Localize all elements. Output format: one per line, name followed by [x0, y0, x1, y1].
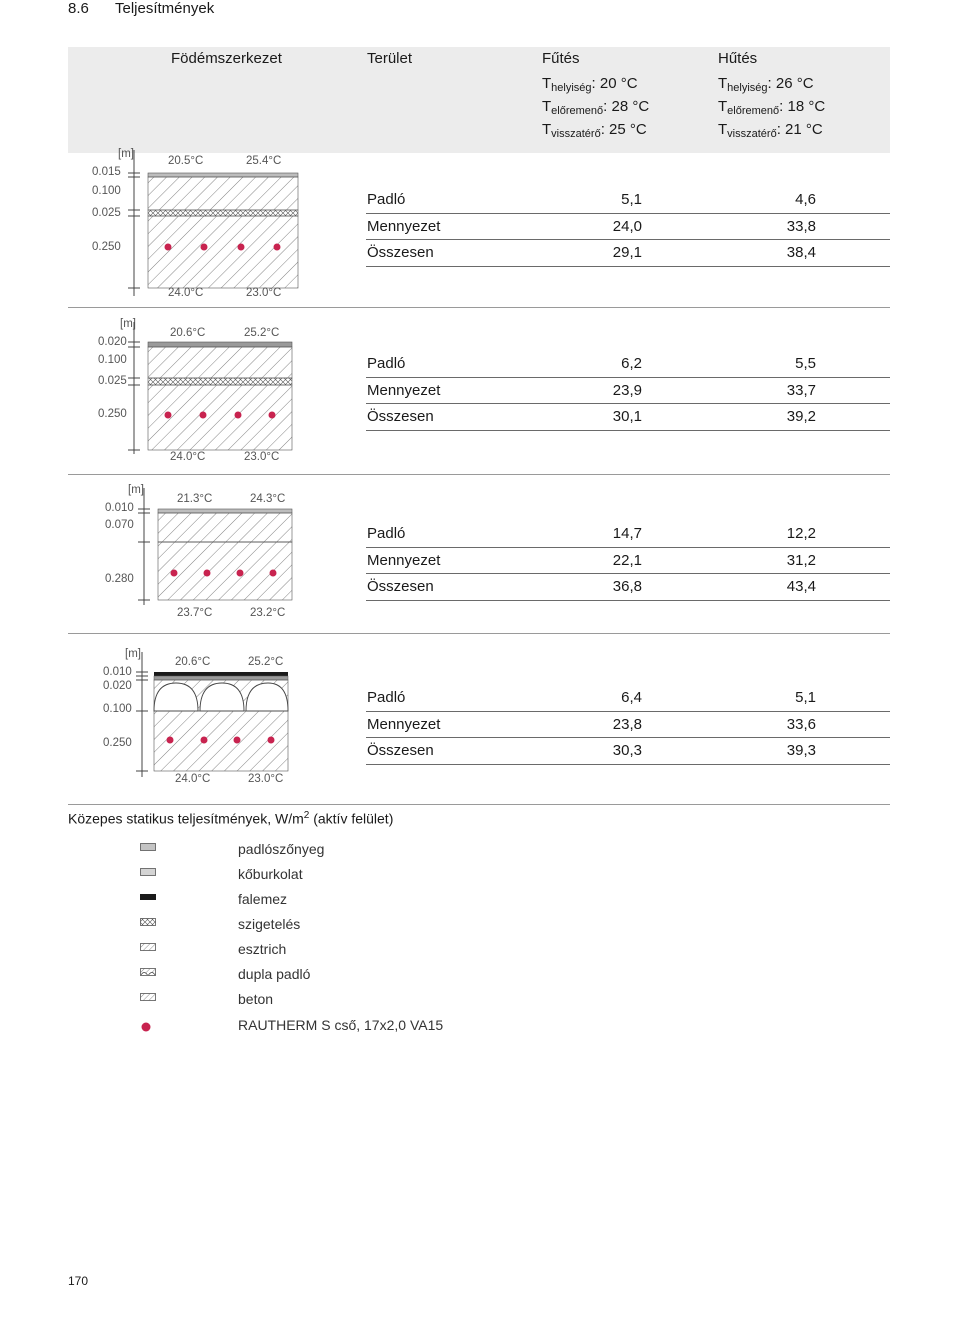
- dimension-label: 0.020: [103, 680, 132, 692]
- pipe-dot: [165, 412, 172, 419]
- stone-tile-swatch-icon: [140, 867, 156, 877]
- table-row: Mennyezet 23,9 33,7: [366, 378, 890, 405]
- carpet-swatch-icon: [140, 842, 156, 852]
- pipe-dot: [234, 737, 241, 744]
- dimension-label: 0.100: [98, 354, 127, 366]
- table-row: Összesen 30,1 39,2: [366, 404, 890, 431]
- surface-temp-heating: 20.5°C: [168, 155, 204, 167]
- dimension-label: 0.070: [105, 519, 134, 531]
- surface-temp-cooling: 25.2°C: [244, 327, 280, 339]
- heating-return-temp: $T_{visszatérő}$: 25 °C: [542, 121, 647, 140]
- dimension-label: 0.025: [92, 207, 121, 219]
- double-floor-swatch-icon: [140, 967, 156, 977]
- results-table-3: [366, 521, 890, 601]
- table-row: Összesen 29,1 38,4: [366, 240, 890, 267]
- pipe-dot: [238, 244, 245, 251]
- surface-temp-cooling: 25.2°C: [248, 656, 284, 668]
- table-row: Összesen 36,8 43,4: [366, 574, 890, 601]
- pipe-dot: [235, 412, 242, 419]
- dimension-label: 0.250: [103, 737, 132, 749]
- table-row: Mennyezet 23,8 33,6: [366, 712, 890, 739]
- section-divider: [68, 804, 890, 805]
- section-number: 8.6: [68, 0, 89, 17]
- pipe-dot: [237, 570, 244, 577]
- cooling-supply-temp: $T_{előremenő}$: 18 °C: [718, 98, 826, 117]
- pipe-dot: [201, 244, 208, 251]
- table-row: Padló 6,2 5,5: [366, 351, 890, 378]
- pipe-dot: [268, 737, 275, 744]
- results-table-2: [366, 351, 890, 431]
- cooling-return-temp: $T_{visszatérő}$: 21 °C: [718, 121, 823, 140]
- surface-temp-heating: 21.3°C: [177, 493, 213, 505]
- col-structure-header: Födémszerkezet: [171, 50, 282, 67]
- floor-structure-diagram-3: [68, 483, 308, 623]
- ceiling-temp-heating: 24.0°C: [168, 287, 204, 299]
- dimension-label: 0.100: [103, 703, 132, 715]
- results-table-4: [366, 685, 890, 765]
- dimension-label: 0.020: [98, 336, 127, 348]
- dimension-label: 0.015: [92, 166, 121, 178]
- pipe-dot: [167, 737, 174, 744]
- ceiling-temp-cooling: 23.0°C: [246, 287, 282, 299]
- unit-label: [m]: [118, 148, 134, 160]
- table-row: Mennyezet 24,0 33,8: [366, 214, 890, 241]
- table-row: Padló 6,4 5,1: [366, 685, 890, 712]
- unit-label: [m]: [125, 648, 141, 660]
- ceiling-temp-heating: 24.0°C: [170, 451, 206, 463]
- cooling-room-temp: $T_{helyiség}$: 26 °C: [718, 75, 814, 94]
- unit-label: [m]: [120, 318, 136, 330]
- surface-temp-cooling: 25.4°C: [246, 155, 282, 167]
- wood-board-swatch-icon: [140, 892, 156, 902]
- ceiling-temp-cooling: 23.2°C: [250, 607, 286, 619]
- surface-temp-cooling: 24.3°C: [250, 493, 286, 505]
- dimension-label: 0.250: [98, 408, 127, 420]
- page-number: 170: [68, 1274, 89, 1288]
- dimension-label: 0.010: [105, 502, 134, 514]
- dimension-label: 0.025: [98, 375, 127, 387]
- dimension-label: 0.100: [92, 185, 121, 197]
- surface-temp-heating: 20.6°C: [170, 327, 206, 339]
- ceiling-temp-cooling: 23.0°C: [248, 773, 284, 785]
- table-row: Padló 5,1 4,6: [366, 187, 890, 214]
- screed-swatch-icon: [140, 942, 156, 952]
- col-heating-header: Fűtés: [542, 50, 580, 67]
- table-row: Padló 14,7 12,2: [366, 521, 890, 548]
- results-table-1: [366, 187, 890, 267]
- unit-label: [m]: [128, 484, 144, 496]
- ceiling-temp-heating: 24.0°C: [175, 773, 211, 785]
- col-cooling-header: Hűtés: [718, 50, 758, 67]
- table-row: Összesen 30,3 39,3: [366, 738, 890, 765]
- concrete-swatch-icon: [140, 992, 156, 1002]
- pipe-dot: [165, 244, 172, 251]
- section-divider: [68, 633, 890, 634]
- heating-room-temp: $T_{helyiség}$: 20 °C: [542, 75, 638, 94]
- surface-temp-heating: 20.6°C: [175, 656, 211, 668]
- pipe-dot: [274, 244, 281, 251]
- floor-structure-diagram-1: [68, 148, 308, 304]
- table-row: Mennyezet 22,1 31,2: [366, 548, 890, 575]
- pipe-dot: [269, 412, 276, 419]
- heating-supply-temp: $T_{előremenő}$: 28 °C: [542, 98, 650, 117]
- dimension-label: 0.010: [103, 666, 132, 678]
- pipe-dot: [201, 737, 208, 744]
- dimension-label: 0.250: [92, 241, 121, 253]
- floor-structure-diagram-2: [68, 317, 308, 467]
- pipe-dot: [270, 570, 277, 577]
- table-header: [68, 47, 890, 153]
- ceiling-temp-cooling: 23.0°C: [244, 451, 280, 463]
- table-caption: Közepes statikus teljesítmények, $W/m^2$ (aktív felület): [68, 810, 394, 827]
- pipe-dot: [171, 570, 178, 577]
- insulation-swatch-icon: [140, 917, 156, 927]
- pipe-dot: [200, 412, 207, 419]
- ceiling-temp-heating: 23.7°C: [177, 607, 213, 619]
- section-divider: [68, 474, 890, 475]
- pipe-dot: [204, 570, 211, 577]
- dimension-label: 0.280: [105, 573, 134, 585]
- section-divider: [68, 307, 890, 308]
- col-area-header: Terület: [367, 50, 413, 67]
- pipe-dot-icon: [140, 1018, 156, 1032]
- floor-structure-diagram-4: [68, 647, 308, 793]
- page-title: Teljesítmények: [115, 0, 215, 17]
